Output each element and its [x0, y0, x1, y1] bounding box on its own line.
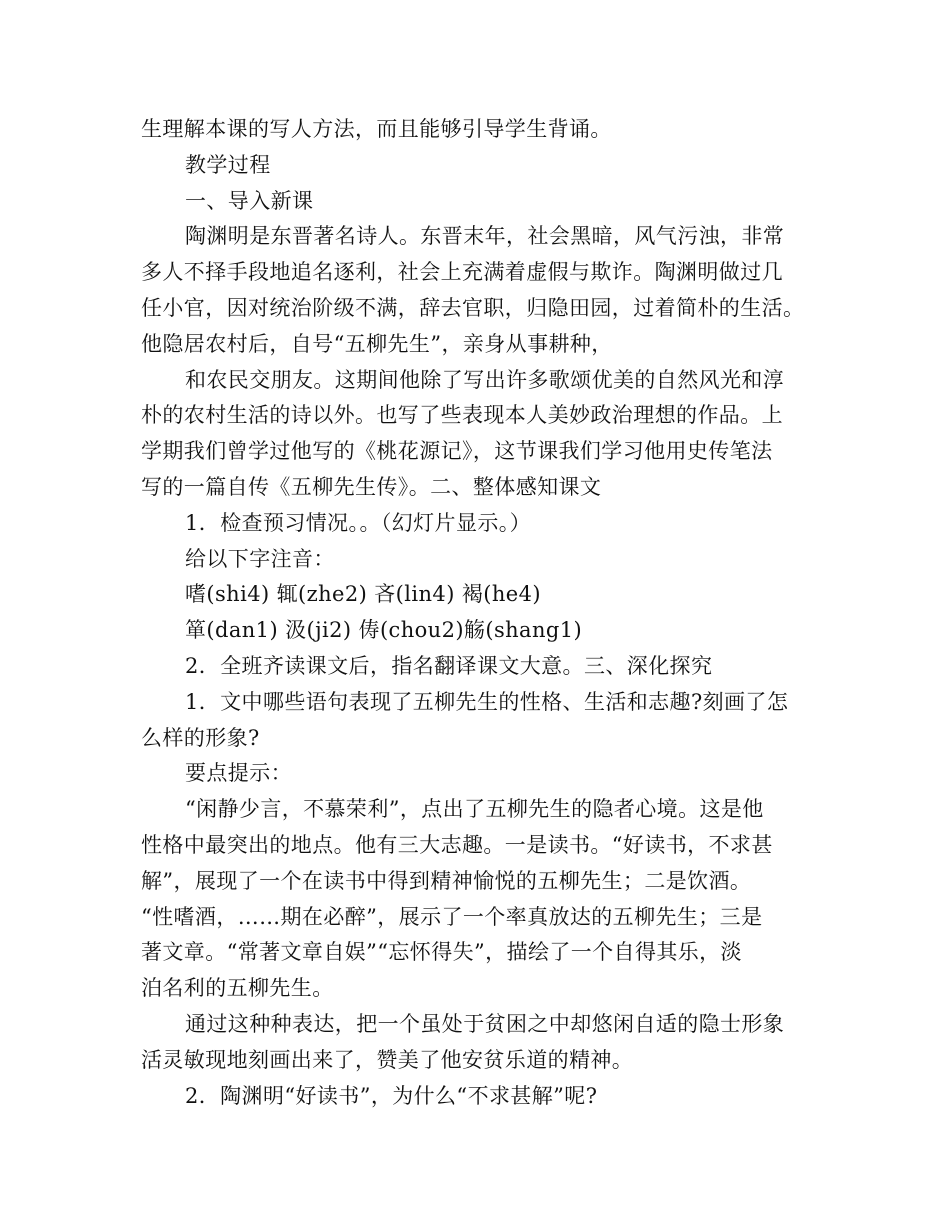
text-line: 学期我们曾学过他写的《桃花源记》，这节课我们学习他用史传笔法 [141, 439, 773, 464]
text-line: 写的一篇自传《五柳先生传》。二、整体感知课文 [141, 474, 602, 499]
text-line: 1．文中哪些语句表现了五柳先生的性格、生活和志趣?刻画了怎 [185, 689, 789, 714]
document-body [141, 112, 813, 1114]
text-line: 一、导入新课 [185, 188, 314, 213]
text-line: 要点提示： [185, 761, 292, 786]
text-line: 教学过程 [185, 152, 271, 177]
text-line: 陶渊明是东晋著名诗人。东晋末年，社会黑暗，风气污浊，非常 [185, 224, 785, 249]
text-line: 给以下字注音： [185, 546, 335, 571]
text-line: 生理解本课的写人方法，而且能够引导学生背诵。 [141, 117, 612, 141]
text-line: 他隐居农村后，自号“五柳先生”，亲身从事耕种， [141, 331, 613, 356]
text-line: “闲静少言，不慕荣利”，点出了五柳先生的隐者心境。这是他 [185, 797, 764, 822]
text-line: 多人不择手段地追名逐利，社会上充满着虚假与欺诈。陶渊明做过几 [141, 260, 783, 285]
text-line: “性嗜酒，……期在必醉”，展示了一个率真放达的五柳先生；三是 [141, 904, 763, 929]
text-line: 朴的农村生活的诗以外。也写了些表现本人美妙政治理想的作品。上 [141, 403, 783, 428]
text-line: 和农民交朋友。这期间他除了写出许多歌颂优美的自然风光和淳 [185, 367, 785, 392]
text-line: 通过这种种表达，把一个虽处于贫困之中却悠闲自适的隐士形象 [185, 1011, 785, 1036]
text-line: 性格中最突出的地点。他有三大志趣。一是读书。“好读书，不求甚 [141, 832, 773, 857]
text-line: 解”，展现了一个在读书中得到精神愉悦的五柳先生；二是饮酒。 [141, 868, 752, 893]
text-line: 著文章。“常著文章自娱”“忘怀得失”，描绘了一个自得其乐，淡 [141, 940, 742, 965]
text-line: 2．全班齐读课文后，指名翻译课文大意。三、深化探究 [185, 653, 713, 678]
text-line: 1．检查预习情况。。（幻灯片显示。） [185, 510, 532, 535]
text-line: 泊名利的五柳先生。 [141, 976, 334, 1001]
text-line: 2．陶渊明“好读书”，为什么“不求甚解”呢? [185, 1083, 598, 1108]
text-line: 箪(dan1) 汲(ji2) 俦(chou2)觞(shang1) [185, 618, 583, 643]
text-line: 任小官，因对统治阶级不满，辞去官职，归隐田园，过着简朴的生活。 [141, 295, 805, 320]
text-line: 嗜(shi4) 辄(zhe2) 吝(lin4) 褐(he4) [185, 582, 541, 607]
text-line: 么样的形象? [141, 725, 260, 750]
text-line: 活灵敏现地刻画出来了，赞美了他安贫乐道的精神。 [141, 1047, 634, 1072]
